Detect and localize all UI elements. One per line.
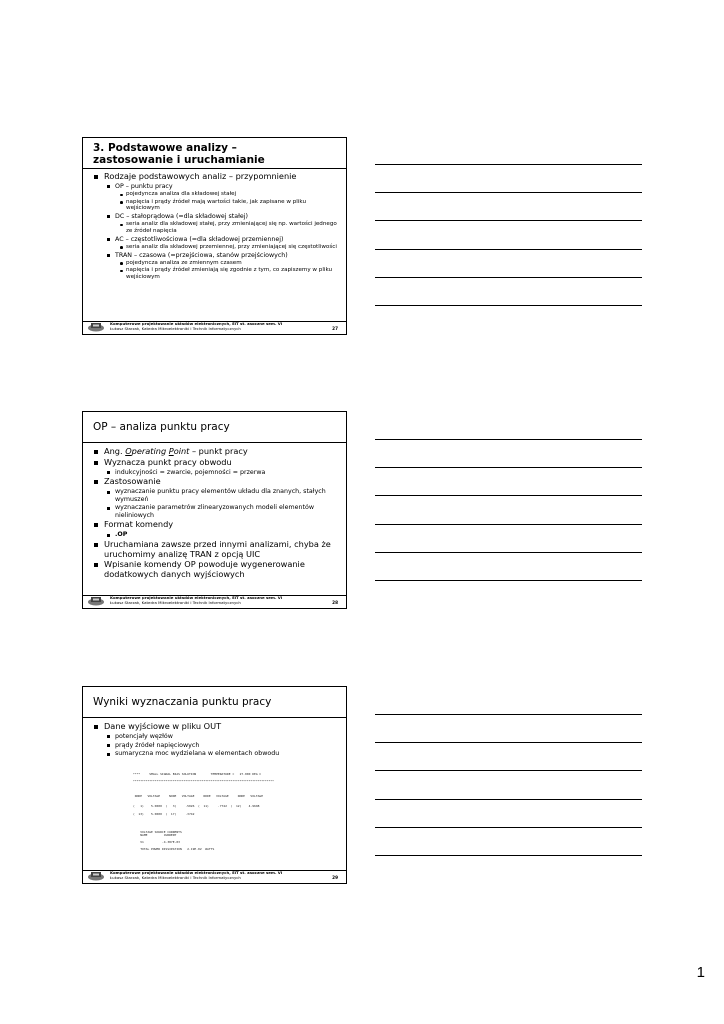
footer-author: Łukasz Starzak, Katedra Mikroelektroniki i Technik Informatycznych <box>110 600 241 606</box>
code-line: VOLTAGE SOURCE CURRENTS <box>133 829 182 834</box>
bullet-item: napięcia i prądy źródeł zmieniają się zgodnie z tym, co zapiszemy w pliku wejściowym <box>93 267 340 280</box>
bullet-item: wyznaczanie punktu pracy elementów układu dla znanych, stałych wymuszeń <box>93 488 340 503</box>
code-line: NAME CURRENT <box>133 833 177 838</box>
footer-course: Komputerowe projektowanie układów elektronicznych, EiT st. zaoczne sem. VI <box>110 870 283 876</box>
text-run: Ang. <box>104 446 126 457</box>
note-line <box>375 524 642 525</box>
code-line: V1 -4.387E-03 <box>133 840 180 845</box>
note-line <box>375 192 642 193</box>
slide-number: 28 <box>332 600 338 605</box>
document-page-number: 1 <box>696 964 705 981</box>
slide-number: 29 <box>332 875 338 880</box>
bullet-item: prądy źródeł napięciowych <box>93 742 340 749</box>
bullet-item: Wpisanie komendy OP powoduje wygenerowanie dodatkowych danych wyjściowych <box>93 560 340 579</box>
simulation-output-listing <box>133 773 274 852</box>
note-line <box>375 220 642 221</box>
note-line <box>375 742 642 743</box>
text-run-underline: P <box>168 446 174 457</box>
title-divider <box>83 717 346 718</box>
slide-content <box>93 721 340 758</box>
bullet-item: Rodzaje podstawowych analiz – przypomnienie <box>93 172 340 182</box>
slide-29 <box>82 686 347 884</box>
text-run: oint <box>173 446 190 457</box>
slide-number: 27 <box>332 326 338 331</box>
note-line <box>375 714 642 715</box>
bullet-item: pojedyncza analiza ze zmiennym czasem <box>93 260 340 266</box>
bullet-item: potencjały węzłów <box>93 733 340 740</box>
bullet-item: AC – częstotliwościowa (=dla składowej przemiennej) <box>93 236 340 243</box>
title-divider <box>83 442 346 443</box>
title-divider <box>83 168 346 169</box>
note-line <box>375 439 642 440</box>
bullet-item: napięcia i prądy źródeł mają wartości takie, jak zapisane w pliku wejściowym <box>93 199 340 212</box>
slide-footer <box>110 596 282 606</box>
bullet-item: sumaryczna moc wydzielana w elementach obwodu <box>93 750 340 757</box>
slide-28 <box>82 411 347 609</box>
bullet-item: Format komendy <box>93 520 340 530</box>
code-line: NODE VOLTAGE NODE VOLTAGE NODE VOLTAGE NODE VOLTAGE <box>133 793 264 798</box>
bullet-item: Wyznacza punkt pracy obwodu <box>93 458 340 468</box>
bullet-item: .OP <box>93 531 340 538</box>
slide-title <box>93 142 340 166</box>
note-line <box>375 580 642 581</box>
note-line <box>375 827 642 828</box>
note-line <box>375 770 642 771</box>
code-line: ( 13) 5.0000 ( 17) .3742 <box>133 811 195 816</box>
note-line <box>375 495 642 496</box>
text-run: perating <box>131 446 169 457</box>
slide-27 <box>82 137 347 335</box>
slide-content <box>93 171 340 280</box>
footer-author: Łukasz Starzak, Katedra Mikroelektroniki i Technik Informatycznych <box>110 326 241 332</box>
code-line: **** SMALL SIGNAL BIAS SOLUTION TEMPERATURE = 27.000 DEG C <box>133 772 262 776</box>
note-line <box>375 552 642 553</box>
bullet-item: wyznaczanie parametrów zlinearyzowanych modeli elementów nieliniowych <box>93 504 340 519</box>
university-logo-icon <box>87 322 105 332</box>
note-line <box>375 277 642 278</box>
slide-title-line-2: zastosowanie i uruchamianie <box>93 154 265 166</box>
footer-course: Komputerowe projektowanie układów elektronicznych, EiT st. zaoczne sem. VI <box>110 595 283 601</box>
bullet-item <box>93 447 340 457</box>
footer-course: Komputerowe projektowanie układów elektronicznych, EiT st. zaoczne sem. VI <box>110 321 283 327</box>
bullet-item: DC – stałoprądowa (=dla składowej stałej) <box>93 213 340 220</box>
slide-footer <box>110 871 282 881</box>
note-line <box>375 799 642 800</box>
footer-author: Łukasz Starzak, Katedra Mikroelektroniki i Technik Informatycznych <box>110 875 241 881</box>
bullet-item: Zastosowanie <box>93 477 340 487</box>
slide-content <box>93 446 340 580</box>
slide-title: Wyniki wyznaczania punktu pracy <box>93 696 272 708</box>
bullet-item: Dane wyjściowe w pliku OUT <box>93 722 340 732</box>
bullet-item: pojedyncza analiza dla składowej stałej <box>93 191 340 197</box>
note-line <box>375 305 642 306</box>
note-line <box>375 855 642 856</box>
text-run: – punkt pracy <box>189 446 248 457</box>
slide-title-line-1: 3. Podstawowe analizy – <box>93 142 237 154</box>
university-logo-icon <box>87 871 105 881</box>
code-line: TOTAL POWER DISSIPATION 2.19E-02 WATTS <box>133 847 215 852</box>
bullet-item: seria analiz dla składowej przemiennej, przy zmieniającej się częstotliwości <box>93 244 340 250</box>
bullet-item: Uruchamiana zawsze przed innymi analizami, chyba że uruchomimy analizę TRAN z opcją UIC <box>93 540 340 559</box>
code-line: ****************************************************************************** <box>133 779 274 784</box>
bullet-item: indukcyjności = zwarcie, pojemności = przerwa <box>93 469 340 476</box>
slide-title: OP – analiza punktu pracy <box>93 421 230 433</box>
text-run-italic <box>125 446 189 456</box>
slide-footer <box>110 322 282 332</box>
note-line <box>375 249 642 250</box>
code-line: ( 1) 5.0000 ( 3) .5026 ( 11) .7742 ( 12) 4.9698 <box>133 804 260 809</box>
bullet-item: OP – punktu pracy <box>93 183 340 190</box>
note-line <box>375 164 642 165</box>
bullet-item: TRAN – czasowa (=przejściowa, stanów przejściowych) <box>93 252 340 259</box>
university-logo-icon <box>87 596 105 606</box>
text-run-underline: O <box>125 446 132 457</box>
note-line <box>375 467 642 468</box>
bullet-item: seria analiz dla składowej stałej, przy zmieniającej się np. wartości jednego ze źródeł napięcia <box>93 221 340 234</box>
